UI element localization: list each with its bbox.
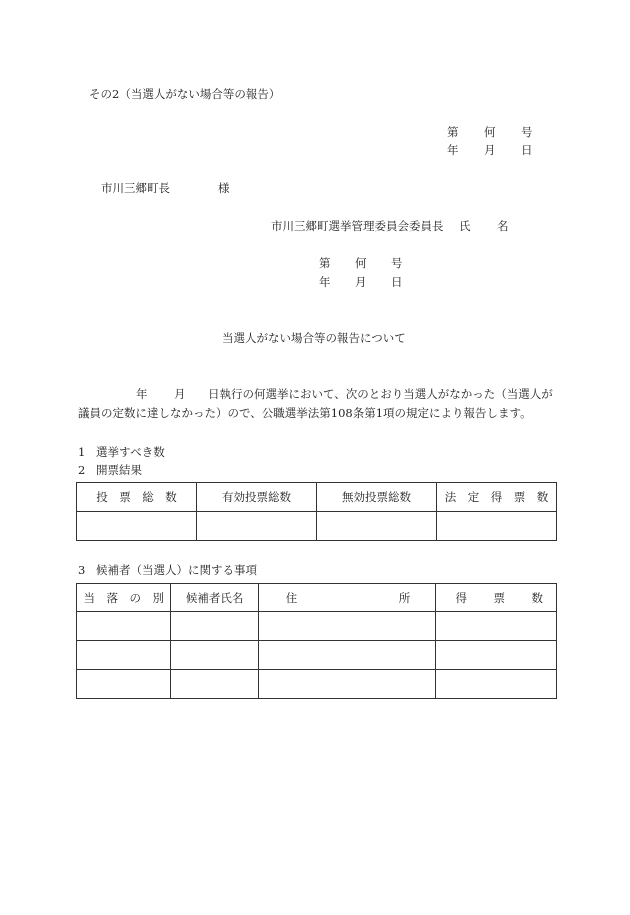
- candidate-table: [76, 583, 557, 699]
- section1-heading: [78, 444, 165, 460]
- header-votes-toku: 得: [455, 590, 467, 605]
- body-day-and-text: 日執行の何選挙において、次のとおり当選人がなかった（当選人が: [208, 387, 553, 401]
- doc-date-mid-month: 月: [355, 275, 367, 289]
- header-address-ju: 住: [285, 590, 298, 605]
- cell-address: [258, 641, 436, 670]
- body-line1: [136, 386, 553, 402]
- header-invalid-votes: 無効投票総数: [316, 483, 436, 512]
- header-address-sho: 所: [398, 590, 411, 605]
- section2-number: 2: [78, 463, 86, 477]
- vote-count-header-row: [77, 483, 557, 512]
- cell-result: [77, 612, 171, 641]
- section3-title: 候補者（当選人）に関する事項: [96, 563, 257, 577]
- form-label: その2（当選人がない場合等の報告）: [89, 87, 281, 101]
- section2-title: 開票結果: [96, 463, 142, 477]
- sender-name-label-mei: 名: [497, 219, 509, 233]
- table-row: [77, 512, 557, 541]
- addressee-name: 市川三郷町長: [101, 181, 170, 195]
- doc-number-top-dai: 第: [447, 125, 459, 139]
- body-month: 月: [174, 387, 186, 401]
- sender-title: 市川三郷町選挙管理委員会委員長: [271, 219, 444, 233]
- body-line2: 議員の定数に達しなかった）ので、公職選挙法第108条第1項の規定により報告します。: [78, 406, 532, 420]
- header-votes-hyou: 票: [493, 590, 505, 605]
- cell-votes: [436, 612, 557, 641]
- section3-heading: [78, 562, 257, 578]
- sender-name-label: [459, 218, 509, 234]
- doc-date-mid-day: 日: [391, 275, 403, 289]
- table-row: [77, 641, 557, 670]
- doc-date-top-year: 年: [447, 143, 459, 157]
- header-candidate-name: 候補者氏名: [171, 584, 258, 612]
- header-valid-votes: 有効投票総数: [197, 483, 317, 512]
- header-votes-suu: 数: [531, 590, 543, 605]
- cell-result: [77, 670, 171, 699]
- doc-number-mid-nani: 何: [355, 256, 367, 270]
- section2-heading: [78, 462, 142, 478]
- doc-number-top-go: 号: [521, 125, 533, 139]
- cell-candidate-name: [171, 612, 258, 641]
- subject-title: 当選人がない場合等の報告について: [222, 331, 406, 345]
- cell-address: [258, 670, 436, 699]
- cell-candidate-name: [171, 641, 258, 670]
- cell-candidate-name: [171, 670, 258, 699]
- doc-number-top-line1: [447, 124, 533, 140]
- doc-number-mid-dai: 第: [319, 256, 331, 270]
- cell-legal-votes: [436, 512, 556, 541]
- doc-date-top-day: 日: [521, 143, 533, 157]
- table-row: [77, 670, 557, 699]
- cell-result: [77, 641, 171, 670]
- header-legal-votes: 法 定 得 票 数: [436, 483, 556, 512]
- cell-valid-votes: [197, 512, 317, 541]
- section1-title: 選挙すべき数: [96, 445, 165, 459]
- cell-votes: [436, 670, 557, 699]
- cell-invalid-votes: [316, 512, 436, 541]
- header-result: 当 落 の 別: [77, 584, 171, 612]
- doc-date-top-month: 月: [484, 143, 496, 157]
- table-row: [77, 612, 557, 641]
- cell-address: [258, 612, 436, 641]
- header-votes: [436, 584, 557, 612]
- doc-number-top-nani: 何: [484, 125, 496, 139]
- section1-number: 1: [78, 445, 86, 459]
- section3-number: 3: [78, 563, 86, 577]
- cell-votes: [436, 641, 557, 670]
- doc-date-mid: [319, 274, 403, 290]
- addressee-honorific: 様: [218, 181, 230, 195]
- candidate-header-row: [77, 584, 557, 612]
- vote-count-table: [76, 482, 557, 541]
- doc-number-mid-line1: [319, 255, 403, 271]
- cell-total-votes: [77, 512, 197, 541]
- header-address: [258, 584, 436, 612]
- sender-name-label-shi: 氏: [459, 219, 471, 233]
- doc-date-top: [447, 142, 533, 158]
- body-year: 年: [136, 387, 148, 401]
- header-total-votes: 投 票 総 数: [77, 483, 197, 512]
- doc-number-mid-go: 号: [391, 256, 403, 270]
- doc-date-mid-year: 年: [319, 275, 331, 289]
